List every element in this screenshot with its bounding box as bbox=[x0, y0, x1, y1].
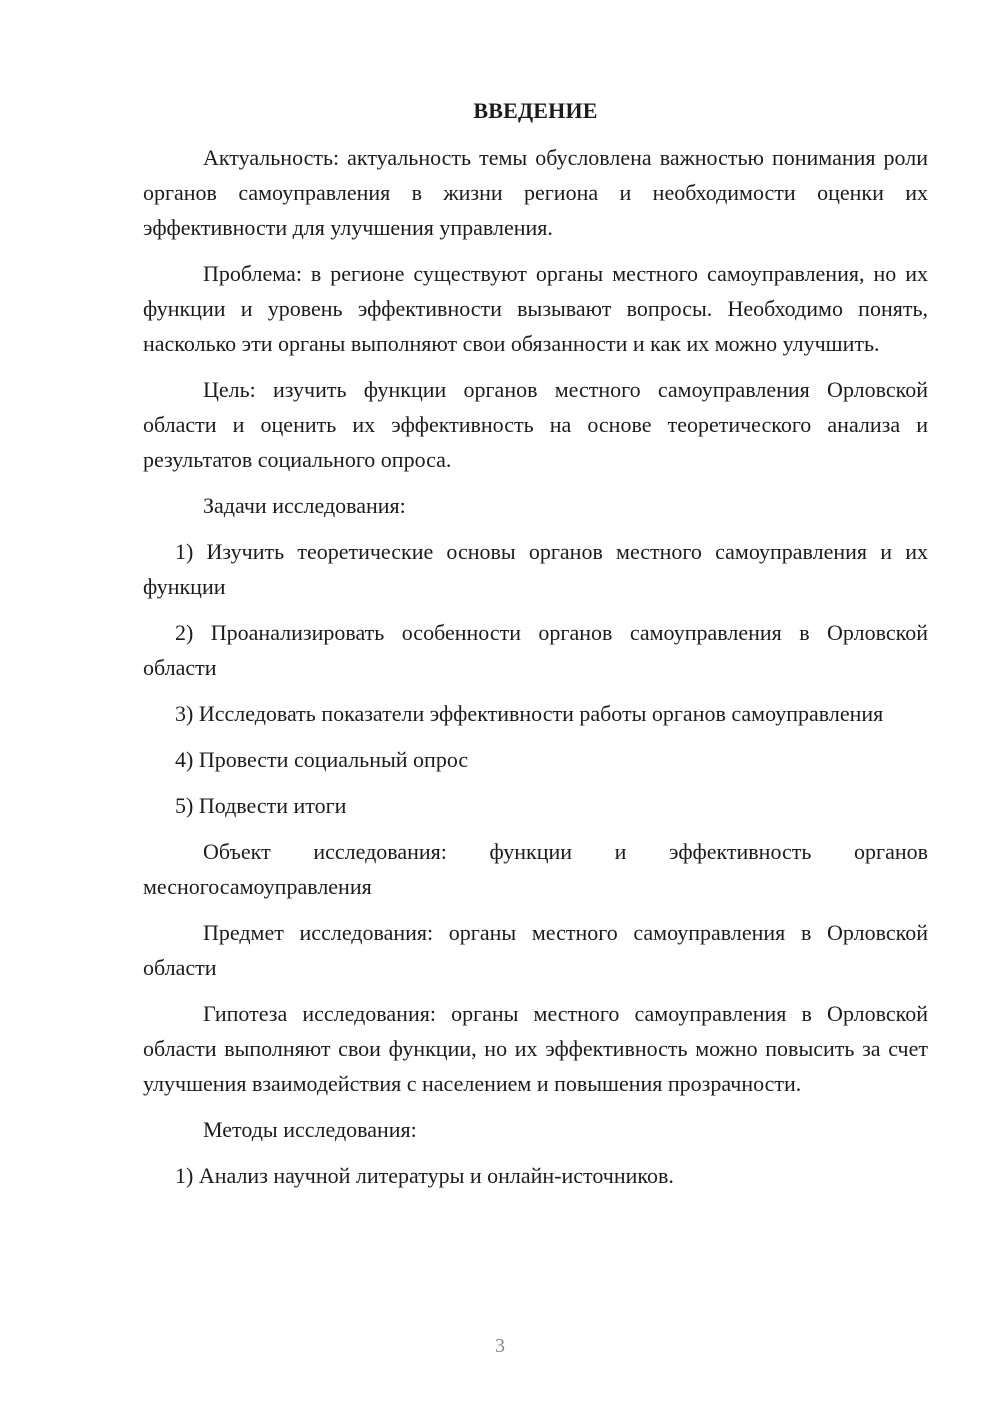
paragraph-goal: Цель: изучить функции органов местного самоуправления Орловской области и оценить их эффективность на основе теоретического анализа и результатов социального опроса. bbox=[143, 377, 928, 472]
paragraph-hypothesis: Гипотеза исследования: органы местного самоуправления в Орловской области выполняют свои функции, но их эффективность можно повысить за счет улучшения взаимодействия с населением и повышения прозрачности. bbox=[143, 1001, 928, 1096]
page-number: 3 bbox=[495, 1335, 505, 1357]
list-item-task-3: 3) Исследовать показатели эффективности работы органов самоуправления bbox=[175, 701, 884, 726]
list-item-method-1: 1) Анализ научной литературы и онлайн-источников. bbox=[175, 1163, 674, 1188]
list-item-task-4: 4) Провести социальный опрос bbox=[175, 747, 469, 772]
paragraph-subject: Предмет исследования: органы местного самоуправления в Орловской области bbox=[143, 920, 928, 980]
list-item-task-2: 2) Проанализировать особенности органов самоуправления в Орловской области bbox=[143, 620, 928, 680]
list-item-task-1: 1) Изучить теоретические основы органов местного самоуправления и их функции bbox=[143, 539, 928, 599]
paragraph-relevance: Актуальность: актуальность темы обусловлена важностью понимания роли органов самоуправления в жизни региона и необходимости оценки их эффективности для улучшения управления. bbox=[143, 145, 928, 240]
paragraph-object: Объект исследования: функции и эффективность органов месногосамоуправления bbox=[143, 839, 928, 899]
paragraph-problem: Проблема: в регионе существуют органы местного самоуправления, но их функции и уровень эффективности вызывают вопросы. Необходимо понять, насколько эти органы выполняют свои обязанности и как их можно улучшить. bbox=[143, 261, 928, 356]
page-content bbox=[143, 96, 928, 1204]
section-heading: ВВЕДЕНИЕ bbox=[473, 98, 598, 123]
paragraph-tasks-heading: Задачи исследования: bbox=[203, 493, 406, 518]
paragraph-methods-heading: Методы исследования: bbox=[203, 1117, 417, 1142]
list-item-task-5: 5) Подвести итоги bbox=[175, 793, 347, 818]
